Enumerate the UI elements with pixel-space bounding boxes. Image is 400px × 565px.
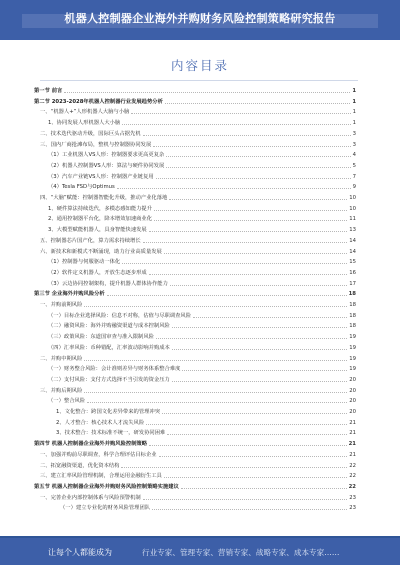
toc-entry-page: 9 bbox=[352, 184, 356, 191]
toc-leader-dots bbox=[84, 392, 347, 393]
toc-entry-page: 19 bbox=[349, 355, 356, 362]
toc-entry-title: 2、人才整合：核心技术人才流失风险 bbox=[56, 419, 145, 426]
toc-leader-dots bbox=[154, 220, 347, 221]
toc-entry-title: 3、大模型赋能机器人，具身智能快速发展 bbox=[48, 227, 147, 234]
report-title: 机器人控制器企业海外并购财务风险控制策略研究报告 bbox=[64, 12, 336, 25]
toc-entry-page: 14 bbox=[349, 237, 356, 244]
toc-entry-page: 20 bbox=[349, 376, 356, 383]
toc-entry[interactable] bbox=[34, 214, 356, 222]
toc-leader-dots bbox=[156, 178, 351, 179]
toc-entry-page: 1 bbox=[352, 98, 356, 105]
toc-entry-title: 1、硬件算法持续迭代，多模态感知能力提升 bbox=[48, 205, 153, 212]
toc-entry-title: （2）机器人控制器VS人形：算法与硬件协同发展 bbox=[48, 162, 165, 169]
toc-leader-dots bbox=[172, 381, 347, 382]
toc-entry[interactable] bbox=[34, 140, 356, 148]
toc-entry-page: 4 bbox=[352, 152, 356, 159]
toc-entry[interactable] bbox=[34, 482, 356, 490]
toc-entry-page: 21 bbox=[349, 419, 356, 426]
toc-entry-title: （1）控制器与伺服驱动一体化 bbox=[48, 259, 121, 266]
toc-leader-dots bbox=[152, 509, 347, 510]
toc-entry[interactable] bbox=[34, 225, 356, 233]
toc-entry[interactable] bbox=[34, 343, 356, 351]
toc-entry-title: （2）软件定义机器人，开放生态逐步形成 bbox=[48, 269, 147, 276]
toc-entry[interactable] bbox=[34, 386, 356, 394]
toc-entry[interactable] bbox=[34, 493, 356, 501]
toc-entry-page: 14 bbox=[349, 248, 356, 255]
toc-leader-dots bbox=[149, 231, 348, 232]
toc-entry-title: 一、并购前期风险 bbox=[40, 302, 83, 308]
toc-entry-page: 13 bbox=[349, 227, 356, 234]
toc-leader-dots bbox=[84, 360, 347, 361]
toc-entry[interactable] bbox=[34, 450, 356, 458]
toc-entry-title: 一、“机器人+”人形机器人大脑与小脑 bbox=[40, 109, 130, 116]
toc-entry-title: 三、并购后期风险 bbox=[40, 387, 83, 394]
toc-entry[interactable] bbox=[34, 172, 356, 180]
toc-entry-page: 20 bbox=[349, 398, 356, 405]
toc-entry-page: 21 bbox=[349, 451, 356, 458]
toc-leader-dots bbox=[172, 349, 347, 350]
toc-leader-dots bbox=[146, 424, 347, 425]
footer-tagline: 行业专家、管理专家、营销专家、战略专家、成本专家…… bbox=[142, 548, 340, 557]
toc-entry[interactable] bbox=[34, 311, 356, 319]
toc-entry[interactable] bbox=[34, 439, 356, 447]
toc-entry-page: 20 bbox=[349, 409, 356, 415]
toc-entry[interactable] bbox=[34, 86, 356, 94]
toc-entry[interactable] bbox=[34, 364, 356, 372]
toc-leader-dots bbox=[164, 477, 347, 478]
toc-leader-dots bbox=[162, 413, 347, 414]
toc-entry-page: 7 bbox=[352, 173, 356, 180]
toc-entry[interactable] bbox=[34, 332, 356, 340]
toc-entry[interactable] bbox=[34, 247, 356, 255]
toc-entry[interactable] bbox=[34, 107, 356, 115]
toc-entry[interactable] bbox=[34, 503, 356, 511]
toc-entry[interactable] bbox=[34, 407, 356, 415]
toc-leader-dots bbox=[166, 167, 350, 168]
toc-leader-dots bbox=[143, 135, 351, 136]
toc-entry-page: 1 bbox=[352, 109, 356, 116]
toc-entry[interactable] bbox=[34, 418, 356, 426]
toc-entry[interactable] bbox=[34, 161, 356, 169]
page-footer bbox=[0, 538, 400, 565]
toc-leader-dots bbox=[84, 306, 347, 307]
toc-leader-dots bbox=[117, 188, 351, 189]
toc-leader-dots bbox=[170, 285, 347, 286]
toc-entry-title: （一）建立专业化的财务风险管理团队 bbox=[60, 505, 151, 512]
toc-entry-title: （一）财务整合风险：会计准则差异与财务体系整合难度 bbox=[48, 366, 181, 373]
toc-entry[interactable] bbox=[34, 321, 356, 329]
toc-entry-page: 18 bbox=[349, 323, 356, 330]
page-header bbox=[0, 0, 400, 40]
toc-entry-page: 21 bbox=[349, 430, 356, 437]
toc-leader-dots bbox=[121, 467, 347, 468]
footer-slogan: 让每个人都能成为 bbox=[48, 548, 112, 557]
toc-entry-title: （一）目标企业选择风险：信息不对称，估值与尽职调查风险 bbox=[48, 312, 192, 319]
toc-entry[interactable] bbox=[34, 236, 356, 244]
toc-leader-dots bbox=[164, 253, 347, 254]
toc-entry[interactable] bbox=[34, 428, 356, 436]
toc-leader-dots bbox=[169, 199, 347, 200]
toc-entry-title: 六、新技术和新模式不断涌现，助力行业高质量发展 bbox=[40, 248, 162, 255]
toc-entry-page: 18 bbox=[349, 302, 356, 308]
toc-entry[interactable] bbox=[34, 118, 356, 126]
toc-entry-title: （三）政策风险：东道国审查与准入限制风险 bbox=[48, 334, 154, 341]
toc-entry[interactable] bbox=[34, 461, 356, 469]
toc-entry-title: （3）汽车产业链VS人形：控制器产业链复用 bbox=[48, 173, 154, 180]
toc-entry-title: （1）工业机器人VS人形：控制器要求更高更复杂 bbox=[48, 152, 165, 159]
toc-leader-dots bbox=[122, 124, 350, 125]
toc-entry-page: 22 bbox=[349, 473, 356, 480]
toc-entry[interactable] bbox=[34, 193, 356, 201]
toc-entry-page: 3 bbox=[352, 130, 356, 137]
toc-entry-page: 23 bbox=[349, 494, 356, 501]
toc-entry[interactable] bbox=[34, 150, 356, 158]
toc-entry-page: 10 bbox=[349, 205, 356, 212]
toc-entry-title: 第一节 前言 bbox=[34, 88, 63, 94]
toc-entry[interactable] bbox=[34, 257, 356, 265]
toc-entry-title: 第三节 企业海外并购风险分析 bbox=[34, 291, 105, 298]
toc-entry[interactable] bbox=[34, 97, 356, 105]
toc-leader-dots bbox=[107, 295, 347, 296]
toc-entry-title: 五、控制器芯片国产化，算力需求持续增长 bbox=[40, 237, 141, 244]
toc-leader-dots bbox=[159, 456, 348, 457]
toc-leader-dots bbox=[87, 402, 347, 403]
toc-entry-page: 23 bbox=[349, 505, 356, 512]
toc-entry-title: 四、“大脑”赋能：控制器智能化升级，推动产业化落地 bbox=[40, 195, 168, 201]
toc-leader-dots bbox=[143, 242, 348, 243]
toc-leader-dots bbox=[182, 370, 347, 371]
toc-entry-title: （4）Tesla FSD与Optimus bbox=[48, 184, 115, 191]
toc-entry-title: 第四节 机器人控制器企业海外并购风险控制策略 bbox=[34, 441, 148, 448]
toc-entry-page: 21 bbox=[348, 441, 356, 448]
toc-entry-title: 2、通用控制器平台化，降本增效加速商业化 bbox=[48, 216, 153, 223]
toc-entry-page: 5 bbox=[352, 162, 356, 169]
table-of-contents bbox=[34, 84, 356, 524]
toc-entry-page: 1 bbox=[352, 120, 356, 127]
toc-entry[interactable] bbox=[34, 471, 356, 479]
toc-entry-title: 二、拓宽融资渠道，优化资本结构 bbox=[40, 462, 120, 469]
toc-leader-dots bbox=[166, 156, 350, 157]
toc-entry[interactable] bbox=[34, 129, 356, 137]
toc-leader-dots bbox=[167, 434, 347, 435]
toc-leader-dots bbox=[154, 210, 347, 211]
toc-heading: 内容目录 bbox=[170, 58, 229, 73]
toc-leader-dots bbox=[156, 338, 347, 339]
toc-entry-page: 18 bbox=[348, 291, 356, 298]
toc-leader-dots bbox=[165, 103, 350, 104]
toc-entry-title: （四）汇率风险：币种错配，汇率波动影响并购成本 bbox=[48, 344, 170, 351]
toc-leader-dots bbox=[122, 263, 347, 264]
toc-leader-dots bbox=[193, 317, 347, 318]
toc-entry-page: 16 bbox=[349, 269, 356, 276]
toc-leader-dots bbox=[64, 92, 350, 93]
toc-entry[interactable] bbox=[34, 396, 356, 404]
toc-entry-title: （二）支付风险：支付方式选择不当引发的资金压力 bbox=[48, 376, 170, 383]
toc-entry-page: 1 bbox=[352, 88, 356, 94]
toc-entry-page: 3 bbox=[352, 141, 356, 148]
toc-entry-page: 22 bbox=[348, 483, 356, 490]
toc-entry-title: 一、加强并购前尽职调查，科学合理评估目标企业 bbox=[40, 451, 157, 458]
toc-entry[interactable] bbox=[34, 268, 356, 276]
toc-leader-dots bbox=[149, 274, 348, 275]
toc-entry-page: 20 bbox=[349, 387, 356, 394]
toc-entry-title: 三、建立汇率风险管理机制，合理运用金融衍生工具 bbox=[40, 473, 162, 480]
toc-entry-title: 二、技术迭代驱动升级，国际巨头占据先机 bbox=[40, 130, 141, 137]
toc-entry-page: 11 bbox=[349, 216, 356, 223]
toc-entry-title: 第二节 2023-2028年机器人控制器行业发展趋势分析 bbox=[34, 98, 163, 105]
toc-entry[interactable] bbox=[34, 279, 356, 287]
toc-entry-title: 三、国内厂商抢滩布局，整机与控制器协同发展 bbox=[40, 141, 152, 148]
toc-leader-dots bbox=[143, 499, 348, 500]
toc-entry-title: 3、技术整合：技术标准不统一，研发协同困难 bbox=[56, 430, 166, 437]
toc-entry-page: 17 bbox=[349, 280, 356, 287]
toc-entry-title: （二）融资风险：海外并购融资渠道与成本控制风险 bbox=[48, 323, 170, 330]
toc-entry-page: 15 bbox=[349, 259, 356, 266]
toc-entry[interactable] bbox=[34, 182, 356, 190]
toc-leader-dots bbox=[149, 445, 347, 446]
toc-entry-title: 第五节 机器人控制器企业海外并购财务风险控制策略实施建议 bbox=[34, 483, 179, 490]
toc-entry-title: 二、并购中期风险 bbox=[40, 355, 83, 362]
toc-entry-page: 19 bbox=[349, 334, 356, 341]
toc-leader-dots bbox=[131, 113, 350, 114]
toc-entry-page: 19 bbox=[349, 344, 356, 351]
toc-entry-page: 18 bbox=[349, 312, 356, 319]
toc-entry[interactable] bbox=[34, 289, 356, 297]
toc-leader-dots bbox=[153, 146, 350, 147]
toc-entry[interactable] bbox=[34, 300, 356, 308]
toc-divider bbox=[40, 80, 358, 81]
toc-leader-dots bbox=[172, 327, 347, 328]
toc-entry-page: 10 bbox=[349, 195, 356, 201]
toc-entry-title: 1、协同发展人形机器人大小脑 bbox=[48, 120, 121, 127]
toc-entry-title: 一、完善企业内部控制体系与风险预警机制 bbox=[40, 494, 141, 501]
toc-entry-page: 19 bbox=[349, 366, 356, 373]
toc-entry-title: （一）整合风险 bbox=[48, 398, 86, 405]
toc-entry[interactable] bbox=[34, 204, 356, 212]
toc-entry[interactable] bbox=[34, 375, 356, 383]
toc-entry[interactable] bbox=[34, 354, 356, 362]
toc-entry-title: 1、文化整合：跨国文化差异带来的管理冲突 bbox=[56, 409, 161, 415]
toc-entry-title: （3）云边协同控制架构，提升机器人群体协作能力 bbox=[48, 280, 168, 287]
toc-leader-dots bbox=[181, 488, 347, 489]
toc-entry-page: 22 bbox=[349, 462, 356, 469]
